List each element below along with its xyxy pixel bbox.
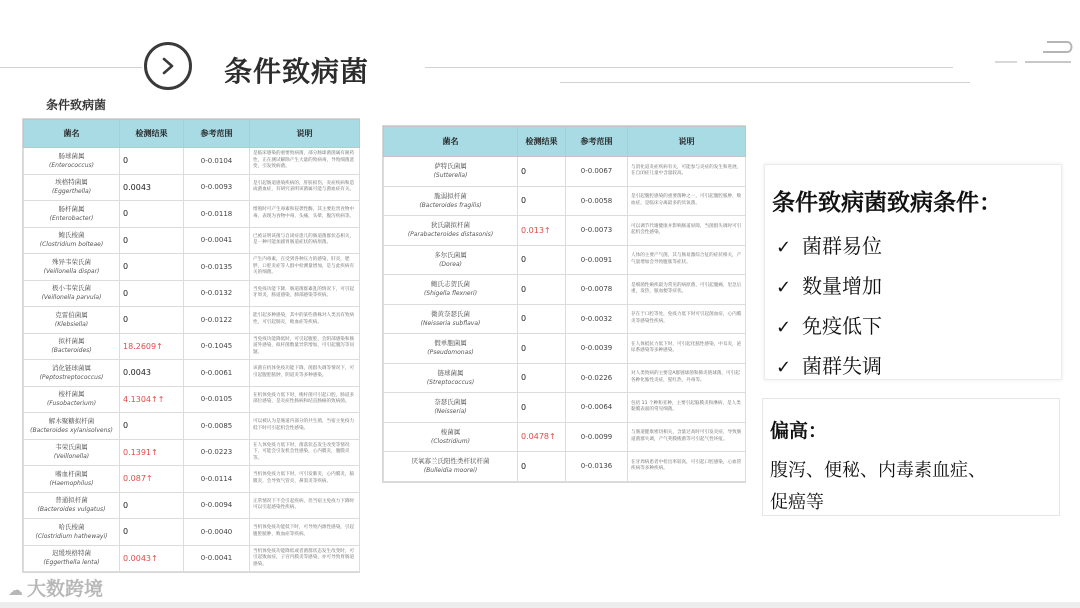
description-cell: 当机体免疫功能降低或者菌群状态发生改变时，可引起败血症，子宫内膜炎等感染，亦可导致胃肠道感染。	[250, 545, 360, 572]
nav-circle-button[interactable]	[144, 42, 192, 90]
result-value-cell: 0	[518, 186, 566, 216]
description-cell: 在人体抵抗力低下时，可引起化脓性感染，中耳炎，泌尿系感染等多种感染。	[628, 334, 746, 364]
reference-range-cell: 0-0.0078	[566, 275, 628, 305]
bacteria-name-cn: 梭杆菌属	[58, 390, 85, 399]
bacteria-name-latin: (Parabacteroides distasonis)	[407, 231, 494, 239]
bacteria-name-cn: 肠球菌属	[58, 151, 85, 160]
table-row	[384, 422, 746, 452]
result-value-cell: 0	[120, 201, 184, 228]
reference-range-cell: 0-0.0132	[184, 280, 250, 307]
bacteria-name-latin: (Peptostreptococcus)	[39, 373, 104, 381]
reference-range-cell: 0-0.0136	[566, 452, 628, 482]
bacteria-name-cn: 梭菌属	[440, 427, 461, 436]
bacteria-name-cell	[384, 334, 518, 364]
bacteria-name-latin: (Eggerthella)	[51, 188, 92, 196]
bacteria-name-cn: 嗜血杆菌属	[55, 469, 88, 478]
checkmark-icon: ✓	[776, 317, 792, 338]
reference-range-cell: 0-0.0091	[566, 245, 628, 275]
result-value-cell: 0	[518, 363, 566, 393]
table-row	[24, 333, 360, 360]
bacteria-name-cell	[24, 201, 120, 228]
result-value-cell: 0	[518, 334, 566, 364]
bacteria-name-cn: 迟缓埃格特菌	[52, 549, 91, 558]
left-table-caption: 条件致病菌	[46, 98, 107, 112]
bacteria-name-cell	[24, 492, 120, 519]
bacteria-name-cn: 厌氧寡兰氏阳性类杆状杆菌	[411, 457, 490, 466]
bacteria-name-cell	[384, 422, 518, 452]
table-row	[24, 439, 360, 466]
bacteria-name-latin: (Bacteroides fragilis)	[419, 201, 482, 209]
reference-range-cell: 0-0.0041	[184, 227, 250, 254]
header-left-line	[0, 67, 142, 68]
result-value-cell: 0	[518, 452, 566, 482]
page-title: 条件致病菌	[224, 55, 370, 88]
bacteria-name-cn: 埃格特菌属	[55, 178, 88, 187]
table-row	[384, 393, 746, 423]
table-row	[24, 466, 360, 493]
bacteria-name-latin: (Clostridium hathewayi)	[35, 532, 108, 540]
description-cell: 当免疫功能下降，肠道菌群紊乱的情况下，可引起牙周炎，肠道感染，肺部感染等疾病。	[250, 280, 360, 307]
description-cell: 包括 11 个种和亚种，主要引起脑膜炎和淋病，是人类黏膜表面的常见细菌。	[628, 393, 746, 423]
reference-range-cell: 0-0.0039	[566, 334, 628, 364]
bacteria-name-cell	[24, 148, 120, 175]
bacteria-name-latin: (Fusobacterium)	[46, 400, 97, 408]
bacteria-name-cell	[24, 333, 120, 360]
bacteria-name-latin: (Veillonella)	[53, 453, 90, 461]
bacteria-name-latin: (Pseudomonas)	[427, 349, 474, 357]
result-value-cell: 0	[120, 280, 184, 307]
bacteria-name-latin: (Neisseria subflava)	[420, 319, 481, 327]
bacteria-name-cn: 狄氏副拟杆菌	[431, 221, 470, 230]
bacteria-name-cn: 拟杆菌属	[58, 337, 85, 346]
reference-range-cell: 0-0.0104	[184, 148, 250, 175]
checkmark-icon: ✓	[776, 237, 792, 258]
reference-range-cell: 0-0.0226	[566, 363, 628, 393]
elevated-line-1: 腹泻、便秘、内毒素血症、	[770, 460, 986, 481]
reference-range-cell: 0-0.0135	[184, 254, 250, 281]
description-cell: 已被证明该菌与自闭症患儿的肠道菌群状态相关，是一种可能加剧胃肠道症状的病原菌。	[250, 227, 360, 254]
table-row	[24, 386, 360, 413]
description-cell: 与消化道炎症疾病有关，可能参与炎症的发生和进展，在自闭症儿童中含量较高。	[628, 157, 746, 187]
bacteria-name-cell	[24, 439, 120, 466]
column-header: 参考范围	[566, 127, 628, 157]
elevated-line-2: 促癌等	[770, 492, 824, 513]
reference-range-cell: 0-0.0064	[566, 393, 628, 423]
reference-range-cell: 0-0.0093	[184, 174, 250, 201]
description-cell: 可以被认为是肠道内部分的共生菌，当宿主免疫力低下时可引起机会性感染。	[250, 413, 360, 440]
description-cell: 增殖时可产生毒素和侵袭性酶，其主要危害食物中毒，表现为食物中毒，头痛，头晕，腹泻疾病等。	[250, 201, 360, 228]
bacteria-name-cell	[384, 363, 518, 393]
table-row	[24, 519, 360, 546]
result-value-cell: 0	[120, 254, 184, 281]
reference-range-cell: 0-0.0099	[566, 422, 628, 452]
table-row	[24, 492, 360, 519]
bacteria-name-latin: (Clostridium bolteae)	[39, 241, 104, 249]
table-row	[384, 452, 746, 482]
checkmark-icon: ✓	[776, 277, 792, 298]
table-row	[384, 334, 746, 364]
bacteria-name-latin: (Veillonella parvula)	[41, 294, 102, 302]
bacteria-name-cell	[384, 275, 518, 305]
result-value-cell: 0	[518, 304, 566, 334]
condition-item: ✓ 数量增加	[776, 274, 882, 298]
result-value-cell: 0.0043	[120, 360, 184, 387]
description-cell: 是引起腹腔感染的重要菌种之一，可引起腹腔脓肿，败血症，是临床分离最多的厌氧菌。	[628, 186, 746, 216]
table-row	[384, 245, 746, 275]
bacteria-name-cn: 鲍氏梭菌	[58, 231, 85, 240]
table-row	[384, 304, 746, 334]
bacteria-name-latin: (Enterobacter)	[49, 214, 94, 222]
reference-range-cell: 0-0.0073	[566, 216, 628, 246]
reference-range-cell: 0-0.0058	[566, 186, 628, 216]
column-header: 说明	[628, 127, 746, 157]
bacteria-name-cn: 克雷伯菌属	[55, 310, 88, 319]
result-value-cell: 0	[120, 413, 184, 440]
condition-item: ✓ 免疫低下	[776, 314, 882, 338]
bacteria-name-latin: (Shigella flexneri)	[423, 290, 478, 298]
description-cell: 当机体免疫力低下时，可引发肺炎，心内膜炎，脑膜炎，会导致气管炎，鼻窦炎等疾病。	[250, 466, 360, 493]
column-header: 说明	[250, 120, 360, 148]
description-cell: 在人体免疫力低下时，菌落状态发生改变等情况下，可能会引发机会性感染，心内膜炎，腹膜炎等。	[250, 439, 360, 466]
header-right-line	[425, 67, 953, 68]
column-header: 检测结果	[120, 120, 184, 148]
result-value-cell: 0	[120, 492, 184, 519]
description-cell: 当免疫功能降低时，可引起腹腔，会阴部感染和肠道外感染，拟杆菌数量异常增加，可引起腹泻等问题。	[250, 333, 360, 360]
bacteria-name-latin: (Klebsiella)	[54, 320, 89, 328]
checkmark-icon: ✓	[776, 357, 792, 378]
description-cell: 正常情况下不会引起疾病，但当宿主免疫力下降时可以引起感染性疾病。	[250, 492, 360, 519]
result-value-cell: 0	[518, 275, 566, 305]
bacteria-name-cn: 鲍氏志贺氏菌	[431, 280, 470, 289]
bacteria-name-cn: 解木聚糖拟杆菌	[48, 416, 95, 425]
bacteria-name-cn: 韦荣氏菌属	[55, 443, 88, 452]
description-cell: 是临床感染的重要致病菌，部分肠球菌菌属有耐药性，正在测试解除产生大量的致病毒，导致细菌恶变，引发致病菌。	[250, 148, 360, 175]
header-right-line-2	[560, 82, 970, 83]
description-cell: 存在于口腔等处，免疫力低下时可引起菌血症，心内膜炎等感染性疾病。	[628, 304, 746, 334]
bacteria-name-cell	[24, 307, 120, 334]
bacteria-name-cn: 微黄奈瑟氏菌	[431, 309, 470, 318]
table-row	[24, 254, 360, 281]
table-header-row	[24, 120, 360, 148]
table-header-row	[384, 127, 746, 157]
bacteria-name-cell	[24, 413, 120, 440]
bacteria-name-latin: (Enterococcus)	[49, 161, 94, 169]
bacteria-name-latin: (Clostridium)	[431, 437, 470, 445]
table-row	[384, 186, 746, 216]
result-value-cell: 0.0043↑	[120, 545, 184, 572]
reference-range-cell: 0-0.0118	[184, 201, 250, 228]
result-value-cell: 4.1304↑↑	[120, 386, 184, 413]
bacteria-name-cell	[384, 245, 518, 275]
table-row	[384, 216, 746, 246]
bacteria-name-cell	[24, 227, 120, 254]
bacteria-name-latin: (Bacteroides xylanisolvens)	[30, 426, 113, 434]
description-cell: 与肠道健康密切相关，含量过高时可引发炎症，导致肠道菌群失调，产气荚膜梭菌等可引起气性坏疽。	[628, 422, 746, 452]
table-row	[24, 227, 360, 254]
bacteria-name-cell	[24, 254, 120, 281]
table-row	[384, 157, 746, 187]
watermark: ☁ 大数跨境	[8, 578, 104, 600]
conditions-title: 条件致病菌致病条件：	[772, 190, 1002, 216]
bacteria-name-cell	[384, 216, 518, 246]
bacteria-name-cn: 肠杆菌属	[58, 204, 85, 213]
table-row	[24, 174, 360, 201]
column-header: 检测结果	[518, 127, 566, 157]
bacteria-name-latin: (Bacteroides)	[51, 347, 92, 355]
column-header: 菌名	[24, 120, 120, 148]
description-cell: 在牙周病患者中检出率较高，可引起口腔感染，心血管疾病等多种疾病。	[628, 452, 746, 482]
bacteria-name-cn: 消化链球菌属	[52, 363, 91, 372]
reference-range-cell: 0-0.0223	[184, 439, 250, 466]
bacteria-name-latin: (Neisseria)	[434, 408, 467, 416]
decorative-swirl-icon	[985, 36, 1075, 70]
reference-range-cell: 0-0.0105	[184, 386, 250, 413]
table-row	[24, 148, 360, 175]
reference-range-cell: 0-0.0122	[184, 307, 250, 334]
watermark-logo-icon: ☁	[8, 581, 23, 599]
column-header: 菌名	[384, 127, 518, 157]
condition-item: ✓ 菌群易位	[776, 234, 882, 258]
bacteria-name-cn: 脆弱拟杆菌	[434, 191, 467, 200]
bacteria-name-cell	[24, 386, 120, 413]
bacteria-name-cn: 萨特氏菌属	[434, 162, 467, 171]
bacteria-name-cn: 极小韦荣氏菌	[52, 284, 91, 293]
reference-range-cell: 0-0.0094	[184, 492, 250, 519]
bacteria-name-cn: 假单胞菌属	[434, 339, 467, 348]
description-cell: 产生内毒素，在受到各种压力的感染，肝炎，肥胖，口腔炎症等人群中检测量增加，是与此疾病有关的细菌。	[250, 254, 360, 281]
result-value-cell: 0	[120, 148, 184, 175]
reference-range-cell: 0-0.0085	[184, 413, 250, 440]
bacteria-name-latin: (Sutterella)	[433, 172, 468, 180]
bacteria-name-cell	[24, 545, 120, 572]
bacteria-name-latin: (Dorea)	[439, 260, 462, 268]
result-value-cell: 18.2609↑	[120, 333, 184, 360]
description-cell: 是引起肠道感染疾病的，肝脏损伤，炎症疾病和造成菌血症，有研究表明该菌属可能与菌血症有关。	[250, 174, 360, 201]
result-value-cell: 0.0043	[120, 174, 184, 201]
bacteria-name-cell	[24, 360, 120, 387]
result-value-cell: 0	[518, 157, 566, 187]
reference-range-cell: 0-0.0061	[184, 360, 250, 387]
result-value-cell: 0	[120, 227, 184, 254]
bacteria-name-latin: (Eggerthella lenta)	[43, 559, 100, 567]
bacteria-name-cn: 奈瑟氏菌属	[434, 398, 467, 407]
table-row	[384, 275, 746, 305]
bacteria-name-latin: (Haemophilus)	[49, 479, 94, 487]
right-table	[382, 125, 746, 483]
bacteria-name-latin: (Veillonella dispar)	[43, 267, 100, 275]
description-cell: 在机体免疫力低下时，梭杆菌可引起口腔，肠道多部位感染，是炎症性肠病和结直肠癌的致病菌。	[250, 386, 360, 413]
bacteria-name-cn: 殊异韦荣氏菌	[52, 257, 91, 266]
result-value-cell: 0	[518, 245, 566, 275]
reference-range-cell: 0-0.0067	[566, 157, 628, 187]
result-value-cell: 0	[120, 519, 184, 546]
reference-range-cell: 0-0.0032	[566, 304, 628, 334]
description-cell: 人体的主要产气菌，其与肠易激综合征的症状相关，产气量增加会导致腹胀等症状。	[628, 245, 746, 275]
result-value-cell: 0	[120, 307, 184, 334]
table-row	[24, 360, 360, 387]
bacteria-name-latin: (Bulleidia moorei)	[423, 467, 478, 475]
table-row	[24, 413, 360, 440]
description-cell: 该菌在机体免疫功能下降，菌群失调等情况下，可引起腹腔脓肿，阴道炎等多种感染。	[250, 360, 360, 387]
bacteria-name-latin: (Bacteroides vulgatus)	[37, 506, 106, 514]
bacteria-name-cell	[384, 186, 518, 216]
description-cell: 是细菌性痢疾最为常见的病原菌，可引起腹痛，里急后重，发热，脓血便等症状。	[628, 275, 746, 305]
left-table	[22, 118, 360, 573]
description-cell: 能引起多种感染，其中的某些菌株对人类具有致病性，可引起肺炎，败血症等疾病。	[250, 307, 360, 334]
reference-range-cell: 0-0.0040	[184, 519, 250, 546]
reference-range-cell: 0-0.1045	[184, 333, 250, 360]
bacteria-name-cell	[24, 466, 120, 493]
description-cell: 当机体免疫功能低下时，可导致内源性感染，引起腹腔脓肿，败血症等疾病。	[250, 519, 360, 546]
bacteria-name-cell	[384, 304, 518, 334]
bottom-bar	[0, 602, 1080, 608]
bacteria-name-cn: 多尔氏菌属	[434, 250, 467, 259]
result-value-cell: 0.0478↑	[518, 422, 566, 452]
result-value-cell: 0	[518, 393, 566, 423]
bacteria-name-cell	[384, 452, 518, 482]
condition-item: ✓ 菌群失调	[776, 354, 882, 378]
bacteria-name-cn: 链球菌属	[437, 368, 464, 377]
reference-range-cell: 0-0.0114	[184, 466, 250, 493]
table-row	[384, 363, 746, 393]
description-cell: 可以调节代谢健康并影响肠道屏障，当菌群失调时可引起机会性感染。	[628, 216, 746, 246]
bacteria-name-cell	[384, 393, 518, 423]
bacteria-name-cn: 哈氏梭菌	[58, 522, 85, 531]
bacteria-name-cn: 普通拟杆菌	[55, 496, 88, 505]
result-value-cell: 0.013↑	[518, 216, 566, 246]
bacteria-name-cell	[24, 174, 120, 201]
bacteria-name-latin: (Streptococcus)	[426, 378, 475, 386]
result-value-cell: 0.087↑	[120, 466, 184, 493]
table-row	[24, 201, 360, 228]
table-row	[24, 307, 360, 334]
table-row	[24, 545, 360, 572]
bacteria-name-cell	[24, 519, 120, 546]
table-row	[24, 280, 360, 307]
reference-range-cell: 0-0.0041	[184, 545, 250, 572]
bacteria-name-cell	[24, 280, 120, 307]
chevron-right-icon	[161, 57, 175, 75]
bacteria-name-cell	[384, 157, 518, 187]
description-cell: 对人类致病的主要是A群链球菌和肺炎链球菌，可引起各种化脓性炎症，猩红热，丹毒等。	[628, 363, 746, 393]
elevated-title: 偏高：	[770, 420, 828, 442]
result-value-cell: 0.1391↑	[120, 439, 184, 466]
column-header: 参考范围	[184, 120, 250, 148]
